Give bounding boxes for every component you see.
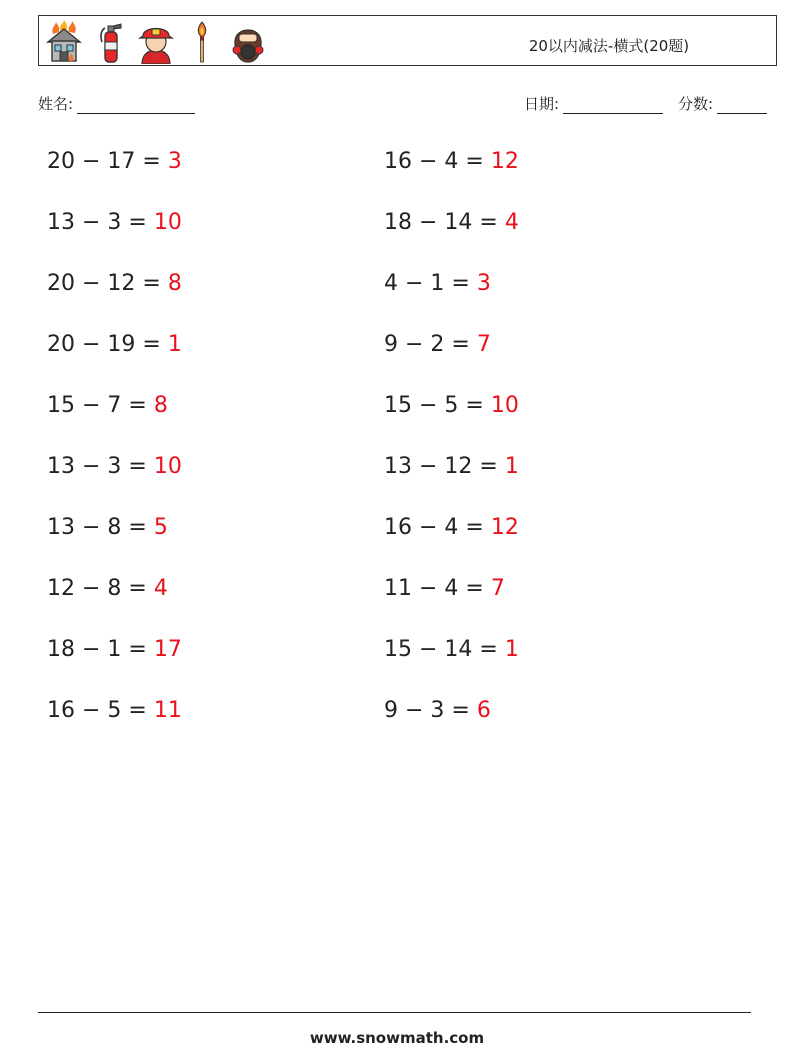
- problem-question: 9 − 3 =: [384, 698, 477, 723]
- problem-question: 11 − 4 =: [384, 576, 491, 601]
- name-field: [38, 93, 195, 114]
- problem-item: [47, 570, 182, 631]
- footer-divider: [38, 1012, 751, 1013]
- problem-item: [384, 265, 519, 326]
- problem-question: 12 − 8 =: [47, 576, 154, 601]
- header-icons: [45, 20, 275, 64]
- problem-question: 13 − 12 =: [384, 454, 505, 479]
- problem-answer: 8: [167, 271, 182, 296]
- problem-answer: 3: [476, 271, 491, 296]
- problem-answer: 10: [153, 454, 182, 479]
- problem-item: [384, 143, 519, 204]
- problem-answer: 7: [490, 576, 505, 601]
- problem-answer: 10: [490, 393, 519, 418]
- score-blank[interactable]: [717, 98, 767, 114]
- problem-answer: 1: [504, 454, 519, 479]
- problem-answer: 5: [153, 515, 168, 540]
- problem-item: [47, 326, 182, 387]
- problem-question: 13 − 3 =: [47, 210, 154, 235]
- problem-item: [384, 692, 519, 753]
- problem-question: 16 − 5 =: [47, 698, 154, 723]
- problem-answer: 4: [153, 576, 168, 601]
- name-blank[interactable]: [77, 98, 195, 114]
- problems-right-column: [384, 143, 519, 753]
- problem-item: [384, 326, 519, 387]
- problem-answer: 1: [167, 332, 182, 357]
- date-label: 日期:: [524, 95, 560, 113]
- problem-answer: 8: [153, 393, 168, 418]
- problem-answer: 3: [167, 149, 182, 174]
- footer-url[interactable]: www.snowmath.com: [309, 1029, 485, 1047]
- problem-question: 15 − 14 =: [384, 637, 505, 662]
- match-icon: [183, 20, 221, 64]
- problem-item: [384, 448, 519, 509]
- problem-item: [47, 448, 182, 509]
- problem-question: 4 − 1 =: [384, 271, 477, 296]
- gas-mask-icon: [229, 20, 267, 64]
- name-label: 姓名:: [38, 95, 74, 113]
- problem-answer: 10: [153, 210, 182, 235]
- firefighter-icon: [137, 20, 175, 64]
- burning-house-icon: [45, 20, 83, 64]
- problem-answer: 6: [476, 698, 491, 723]
- score-field: [678, 93, 767, 114]
- problem-item: [384, 509, 519, 570]
- problem-question: 9 − 2 =: [384, 332, 477, 357]
- problem-question: 13 − 3 =: [47, 454, 154, 479]
- problem-item: [384, 631, 519, 692]
- problem-item: [47, 143, 182, 204]
- problem-question: 16 − 4 =: [384, 149, 491, 174]
- problem-item: [47, 692, 182, 753]
- date-field: [524, 93, 663, 114]
- problem-question: 18 − 14 =: [384, 210, 505, 235]
- problem-item: [384, 570, 519, 631]
- worksheet-title: 20以内减法-横式(20题): [528, 37, 690, 55]
- problem-answer: 4: [504, 210, 519, 235]
- problem-answer: 12: [490, 515, 519, 540]
- fire-extinguisher-icon: [91, 20, 129, 64]
- problem-item: [47, 631, 182, 692]
- problems-left-column: [47, 143, 182, 753]
- problem-answer: 1: [504, 637, 519, 662]
- problem-question: 15 − 7 =: [47, 393, 154, 418]
- problem-item: [47, 509, 182, 570]
- problem-question: 20 − 19 =: [47, 332, 168, 357]
- problem-question: 20 − 17 =: [47, 149, 168, 174]
- date-blank[interactable]: [563, 98, 663, 114]
- problem-answer: 12: [490, 149, 519, 174]
- problem-item: [47, 265, 182, 326]
- score-label: 分数:: [678, 95, 714, 113]
- worksheet-header: [38, 15, 777, 66]
- problem-question: 18 − 1 =: [47, 637, 154, 662]
- problem-item: [384, 204, 519, 265]
- problem-answer: 7: [476, 332, 491, 357]
- problem-item: [47, 204, 182, 265]
- problem-question: 13 − 8 =: [47, 515, 154, 540]
- problem-question: 20 − 12 =: [47, 271, 168, 296]
- problem-item: [384, 387, 519, 448]
- problem-item: [47, 387, 182, 448]
- problem-question: 15 − 5 =: [384, 393, 491, 418]
- problem-answer: 17: [153, 637, 182, 662]
- problem-answer: 11: [153, 698, 182, 723]
- problem-question: 16 − 4 =: [384, 515, 491, 540]
